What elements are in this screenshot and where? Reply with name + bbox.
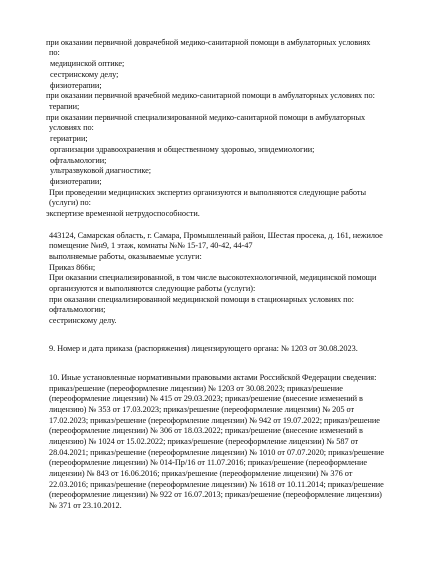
text-line: офтальмологии; [50, 156, 107, 165]
text-line: ультразвуковой диагностике; [50, 166, 152, 175]
text-line: организации здравоохранения и общественному здоровью, эпидемиологии; [50, 145, 315, 154]
text-line: организуются и выполняются следующие работы (услуги): [49, 284, 256, 293]
text-line: при оказании первичной специализированной медико-санитарной помощи в амбулаторных [46, 113, 366, 122]
text-line: 10. Иные установленные нормативными правовыми актами Российской Федерации сведения: [49, 373, 377, 382]
text-line: При оказании специализированной, в том числе высокотехнологичной, медицинской помощи [49, 273, 377, 282]
text-line: 17.02.2023; приказ/решение (переоформление лицензии) № 942 от 19.07.2022; приказ/решение [49, 416, 380, 425]
text-line: 22.03.2016; приказ/решение (переоформление лицензии) № 1618 от 10.11.2014; приказ/решение [49, 480, 384, 489]
text-line: № 371 от 23.10.2012. [49, 501, 122, 510]
text-line: При проведении медицинских экспертиз организуются и выполняются следующие работы [49, 188, 366, 197]
text-line: (переоформление лицензии) № 014-Пр/16 от 11.07.2016; приказ/решение (переоформление [49, 458, 368, 467]
text-line: 9. Номер и дата приказа (распоряжения) лицензирующего органа: № 1203 от 30.08.2023. [49, 344, 358, 353]
text-line: сестринскому делу. [49, 316, 117, 325]
text-line: (переоформление лицензии) № 306 от 18.03.2022; приказ/решение (внесение изменений в [49, 426, 363, 435]
text-line: терапии; [49, 102, 80, 111]
text-line: гериатрии; [50, 134, 88, 143]
address-line: помещение №н9, 1 этаж, комнаты №№ 15-17, 40-42, 44-47 [49, 241, 253, 250]
text-line: по: [49, 48, 60, 57]
text-line: (услуги) по: [49, 198, 91, 207]
text-line: сестринскому делу; [50, 70, 119, 79]
text-line: приказ/решение (переоформление лицензии) № 1203 от 30.08.2023; приказ/решение [49, 384, 343, 393]
text-line: при оказании первичной врачебной медико-санитарной помощи в амбулаторных условиях по: [46, 91, 375, 100]
text-line: при оказании специализированной медицинской помощи в стационарных условиях по: [49, 295, 354, 304]
text-line: (переоформление лицензии) № 415 от 29.03.2023; приказ/решение (внесение изменений в [49, 394, 363, 403]
text-line: лицензию) № 353 от 17.03.2023; приказ/решение (переоформление лицензии) № 205 от [49, 405, 355, 414]
address-line: 443124, Самарская область, г. Самара, Промышленный район, Шестая просека, д. 161, нежилое [49, 231, 383, 240]
text-line: экспертизе временной нетрудоспособности. [46, 209, 200, 218]
text-line: физиотерапии; [50, 81, 102, 90]
text-line: 28.04.2021; приказ/решение (переоформление лицензии) № 1010 от 07.07.2020; приказ/решение [49, 448, 385, 457]
text-line: физиотерапии; [50, 177, 102, 186]
text-line: (переоформление лицензии) № 922 от 16.07.2013; приказ/решение (переоформление лицензии) [49, 490, 382, 499]
text-line: условиях по: [49, 123, 94, 132]
text-line: при оказании первичной доврачебной медико-санитарной помощи в амбулаторных условиях [46, 38, 371, 47]
text-line: лицензии) № 843 от 16.06.2016; приказ/решение (переоформление лицензии) № 376 от [49, 469, 353, 478]
text-line: Приказ 866н; [49, 263, 96, 272]
text-line: офтальмологии; [49, 305, 106, 314]
text-line: лицензию) № 1024 от 15.02.2022; приказ/решение (переоформление лицензии) № 587 от [49, 437, 359, 446]
text-line: медицинской оптике; [50, 59, 125, 68]
text-line: выполняемые работы, оказываемые услуги: [49, 252, 202, 261]
